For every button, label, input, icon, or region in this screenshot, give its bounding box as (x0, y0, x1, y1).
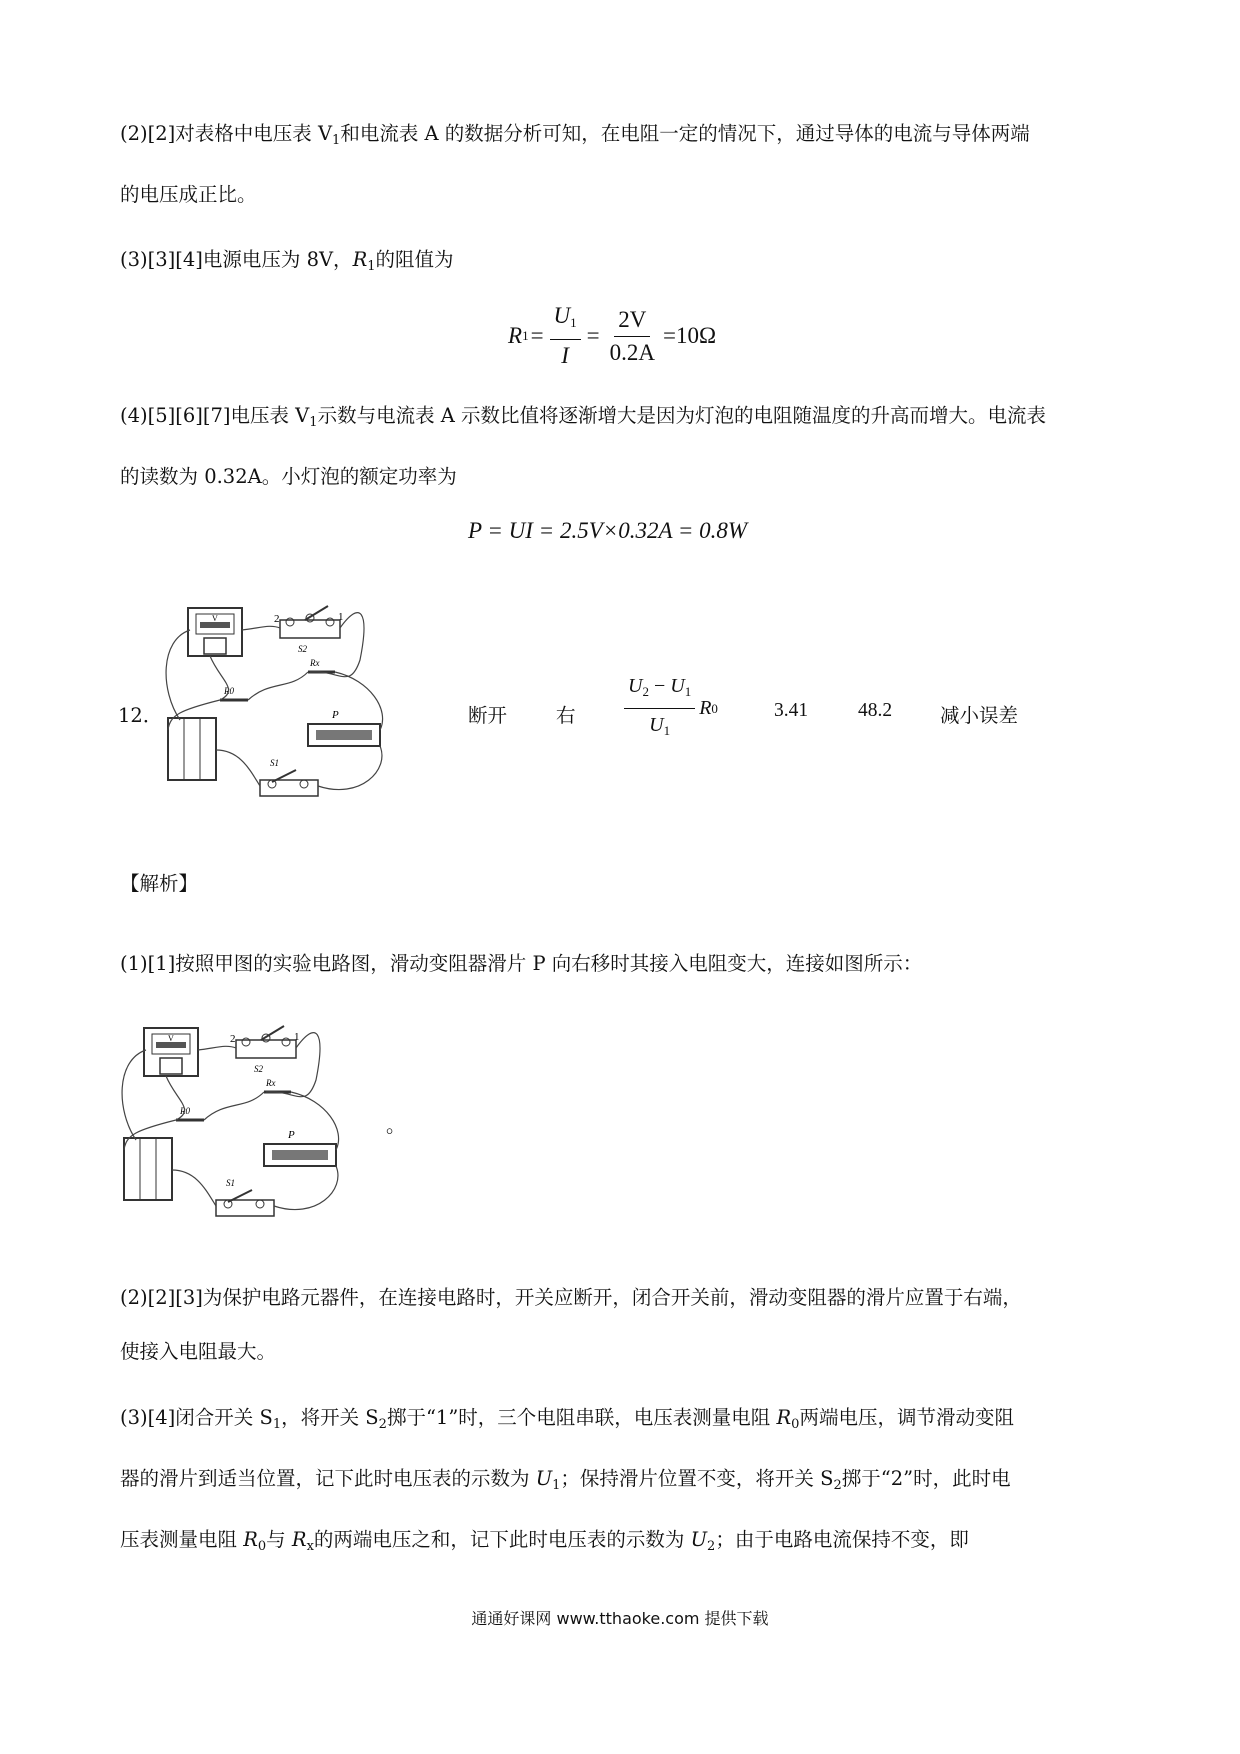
paragraph-7-line-3: 压表测量电阻 $R_0$与 $R_x$的两端电压之和，记下此时电压表的示数为 $U_2$；由于电路电流保持不变，即 (120, 1528, 969, 1554)
svg-text:P: P (288, 1129, 295, 1141)
equation-resistance: R 1 = $\frac{U_1}{I}$ = $\frac{2V}{0.2A}$ =10Ω (508, 303, 717, 368)
svg-text:R0: R0 (224, 686, 234, 696)
switch-s2 (236, 1040, 296, 1058)
fraction-values: $\frac{2V}{0.2A}$ (609, 306, 656, 365)
paragraph-5: (1)[1]按照甲图的实验电路图，滑动变阻器滑片 P 向右移时其接入电阻变大，连接如图所示： (120, 952, 923, 975)
footer-text: 通通好课网 www.tthaoke.com 提供下载 (471, 1609, 769, 1628)
fraction-u-over-i: $\frac{U_1}{I}$ (550, 302, 581, 370)
paragraph-2 (120, 114, 1130, 215)
svg-text:2: 2 (274, 613, 280, 625)
svg-text:S2: S2 (254, 1064, 263, 1074)
svg-text:2: 2 (230, 1033, 236, 1045)
paragraph-7-line-2: 器的滑片到适当位置，记下此时电压表的示数为 $U_1$；保持滑片位置不变，将开关 $S_2$掷于“2”时，此时电 (120, 1467, 1011, 1493)
answer-5: 48.2 (858, 700, 893, 721)
svg-text:1: 1 (294, 1031, 300, 1043)
voltmeter-label: V (212, 614, 218, 623)
svg-text:1: 1 (338, 611, 344, 623)
paragraph-2-line-1: (2)[2]对表格中电压表 $V_1$和电流表 A 的数据分析可知，在电阻一定的情况下，通过导体的电流与导体两端 (120, 122, 1030, 148)
question-number: 12． (118, 704, 163, 727)
answer-1: 断开 (468, 704, 508, 727)
figure-period: 。 (386, 1114, 406, 1137)
equation-power: P = UI = 2.5V×0.32A = 0.8W (468, 518, 748, 543)
svg-text:S1: S1 (270, 758, 279, 768)
circuit-diagram-1 (160, 600, 430, 820)
answer-2: 右 (556, 704, 576, 727)
circuit-diagram-2 (116, 1020, 386, 1240)
analysis-title: 【解析】 (120, 872, 199, 895)
svg-text:S2: S2 (298, 644, 307, 654)
paragraph-2-line-2: 的电压成正比。 (120, 183, 257, 206)
paragraph-4 (120, 396, 1130, 497)
svg-text:R0: R0 (180, 1106, 190, 1116)
paragraph-6: (2)[2][3]为保护电路元器件，在连接电路时，开关应断开，闭合开关前，滑动变阻器的滑片应置于右端， 使接入电阻最大。 (120, 1286, 1022, 1363)
svg-text:Rx: Rx (310, 658, 320, 668)
battery (168, 718, 216, 780)
answer-6: 减小误差 (940, 704, 1019, 727)
paragraph-3: (3)[3][4]电源电压为 8V，$R_1$的阻值为 (120, 248, 454, 274)
svg-text:V: V (168, 1034, 174, 1043)
answer-3-formula: $\frac{U_2 - U_1}{U_1}$ R 0 (620, 672, 718, 745)
answer-4: 3.41 (774, 700, 809, 721)
paragraph-7 (120, 1398, 1130, 1567)
paragraph-4-line-1: (4)[5][6][7]电压表 $V_1$示数与电流表 A 示数比值将逐渐增大是因为灯泡的电阻随温度的升高而增大。电流表 (120, 404, 1047, 430)
switch-s2 (280, 620, 340, 638)
paragraph-7-line-1: (3)[4]闭合开关 $S_1$，将开关 $S_2$掷于“1”时，三个电阻串联，电压表测量电阻 $R_0$两端电压，调节滑动变阻 (120, 1406, 1014, 1432)
paragraph-4-line-2: 的读数为 0.32A。小灯泡的额定功率为 (120, 465, 457, 488)
svg-text:S1: S1 (226, 1178, 235, 1188)
svg-text:Rx: Rx (266, 1078, 276, 1088)
battery (124, 1138, 172, 1200)
svg-text:P: P (332, 709, 339, 721)
